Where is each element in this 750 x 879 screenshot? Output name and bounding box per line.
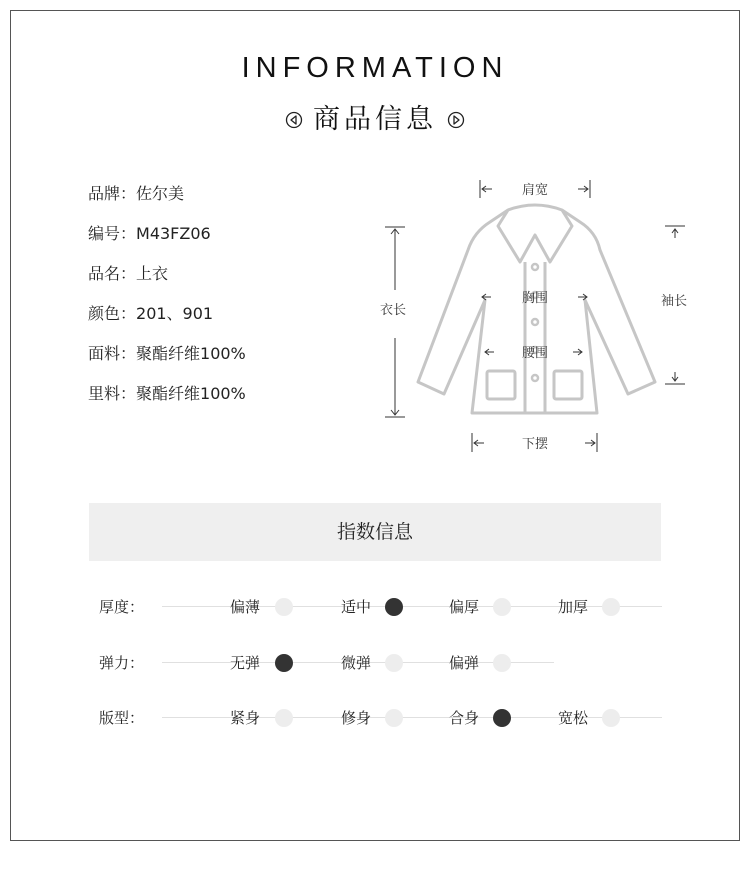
jacket-buttons bbox=[532, 264, 538, 381]
spec-label: 里料： bbox=[88, 384, 137, 403]
option-label: 修身 bbox=[341, 709, 372, 727]
option-dot-selected bbox=[275, 654, 293, 672]
left-pocket bbox=[487, 371, 515, 399]
spec-value: 佐尔美 bbox=[136, 184, 185, 203]
index-banner: 指数信息 bbox=[89, 503, 661, 561]
option-dot-selected bbox=[385, 598, 403, 616]
index-row-fit bbox=[0, 704, 750, 732]
label-hem: 下摆 bbox=[521, 437, 549, 452]
label-waist: 腰围 bbox=[521, 346, 549, 361]
option-label: 宽松 bbox=[558, 709, 589, 727]
option-label: 偏弹 bbox=[449, 654, 480, 672]
subtitle-text: 商品信息 bbox=[313, 104, 437, 135]
option-label: 紧身 bbox=[230, 709, 261, 727]
spec-label: 颜色： bbox=[88, 304, 137, 323]
index-label: 版型： bbox=[99, 709, 145, 727]
spec-value: 聚酯纤维100% bbox=[136, 384, 246, 403]
label-sleeve: 袖长 bbox=[660, 294, 688, 309]
index-row-elasticity bbox=[0, 649, 750, 677]
option-dot bbox=[275, 709, 293, 727]
option-label: 偏厚 bbox=[449, 598, 480, 616]
page-title: INFORMATION bbox=[241, 52, 509, 84]
option-dot bbox=[602, 598, 620, 616]
option-label: 适中 bbox=[341, 598, 372, 616]
label-shoulder: 肩宽 bbox=[521, 183, 549, 198]
button bbox=[532, 319, 538, 325]
spec-label: 品名： bbox=[88, 264, 137, 283]
option-label: 加厚 bbox=[558, 598, 589, 616]
option-dot bbox=[602, 709, 620, 727]
spec-value: M43FZ06 bbox=[136, 224, 211, 243]
option-dot bbox=[385, 709, 403, 727]
index-label: 厚度： bbox=[99, 598, 145, 616]
option-label: 微弹 bbox=[341, 654, 372, 672]
option-dot bbox=[385, 654, 403, 672]
option-dot bbox=[275, 598, 293, 616]
button bbox=[532, 264, 538, 270]
button bbox=[532, 375, 538, 381]
label-length: 衣长 bbox=[379, 303, 407, 318]
spec-label: 编号： bbox=[88, 224, 137, 243]
option-label: 偏薄 bbox=[230, 598, 261, 616]
index-label: 弹力： bbox=[99, 654, 145, 672]
option-dot bbox=[493, 598, 511, 616]
option-dot bbox=[493, 654, 511, 672]
spec-value: 上衣 bbox=[136, 264, 169, 283]
right-pocket bbox=[554, 371, 582, 399]
jacket-placket bbox=[525, 262, 545, 413]
index-row-thickness bbox=[0, 593, 750, 621]
label-chest: 胸围 bbox=[521, 291, 549, 306]
option-label: 合身 bbox=[449, 709, 480, 727]
measure-length bbox=[385, 227, 405, 417]
spec-value: 聚酯纤维100% bbox=[136, 344, 246, 363]
option-dot-selected bbox=[493, 709, 511, 727]
option-label: 无弹 bbox=[230, 654, 261, 672]
jacket-collar bbox=[498, 210, 572, 262]
spec-label: 品牌： bbox=[88, 184, 137, 203]
spec-label: 面料： bbox=[88, 344, 137, 363]
spec-value: 201、901 bbox=[136, 304, 214, 323]
